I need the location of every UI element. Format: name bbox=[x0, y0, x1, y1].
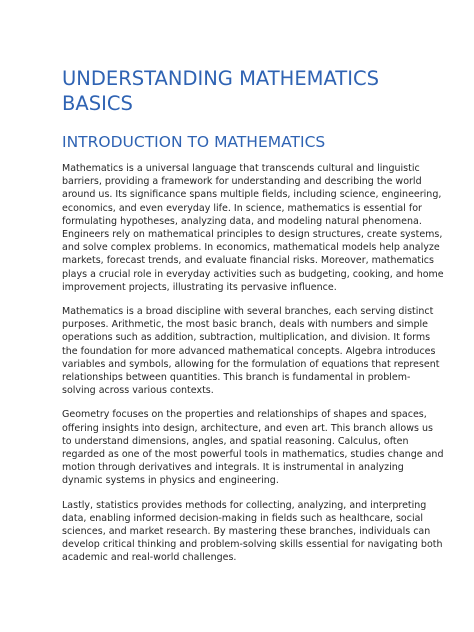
paragraph-statistics: Lastly, statistics provides methods for collecting, analyzing, and interpreting data, enabling informed decision-making in fields such as healthcare, social sciences, and market research. By mastering these branches, individuals can develop critical thinking and problem-solving skills essential for navigating both academic and real-world challenges. bbox=[62, 499, 443, 564]
document-title: UNDERSTANDING MATHEMATICS BASICS bbox=[62, 67, 379, 115]
paragraph-geometry-calculus: Geometry focuses on the properties and relationships of shapes and spaces, offering insights into design, architecture, and even art. This branch allows us to understand dimensions, angles, and spatial reasoning. Calculus, often regarded as one of the most powerful tools in mathematics, studies change and motion through derivatives and integrals. It is instrumental in analyzing dynamic systems in physics and engineering. bbox=[62, 409, 444, 487]
paragraph-introduction: Mathematics is a universal language that transcends cultural and linguistic barriers, providing a framework for understanding and describing the world around us. Its significance spans multiple fields, including science, engineering, economics, and even everyday life. In science, mathematics is essential for formulating hypotheses, analyzing data, and modeling natural phenomena. Engineers rely on mathematical principles to design structures, create systems, and solve complex problems. In economics, mathematical models help analyze markets, forecast trends, and evaluate financial risks. Moreover, mathematics plays a crucial role in everyday activities such as budgeting, cooking, and home improvement projects, illustrating its pervasive influence. bbox=[62, 163, 444, 293]
section-heading: INTRODUCTION TO MATHEMATICS bbox=[62, 133, 326, 151]
paragraph-branches: Mathematics is a broad discipline with several branches, each serving distinct purposes. Arithmetic, the most basic branch, deals with numbers and simple operations such as addition, subtraction, multiplication, and division. It forms the foundation for more advanced mathematical concepts. Algebra introduces variables and symbols, allowing for the formulation of equations that represent relationships between quantities. This branch is fundamental in problem-solving across various contexts. bbox=[62, 306, 440, 397]
